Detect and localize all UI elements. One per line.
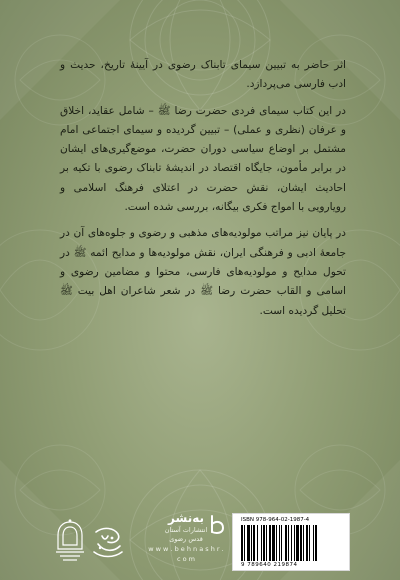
barcode-number: 9 789640 219874 xyxy=(241,562,298,568)
barcode-bar xyxy=(244,525,245,561)
barcode-panel xyxy=(232,513,350,571)
barcode-bar xyxy=(281,525,282,561)
barcode-bar xyxy=(266,525,267,561)
razavi-calligraphy-logo xyxy=(90,522,126,562)
barcode-bar xyxy=(276,525,277,561)
barcode-bar xyxy=(303,525,304,561)
barcode-bar xyxy=(253,525,255,561)
publisher-mark-icon xyxy=(209,512,227,536)
barcode-bar xyxy=(291,525,292,561)
barcode-bar xyxy=(263,525,265,561)
barcode-bar xyxy=(313,525,314,561)
barcode-icon xyxy=(239,525,343,561)
barcode-bar xyxy=(288,525,289,561)
publisher-website: w w w . b e h n a s h r . c o m xyxy=(148,545,224,563)
barcode-bar xyxy=(296,525,299,561)
barcode-bar xyxy=(279,525,280,561)
barcode-bar xyxy=(269,525,271,561)
barcode-bar xyxy=(272,525,275,561)
barcode-bar xyxy=(241,525,243,561)
barcode-bar xyxy=(257,525,258,561)
barcode-bar xyxy=(309,525,310,561)
barcode-bar xyxy=(251,525,252,561)
barcode-bar xyxy=(294,525,295,561)
barcode-bar xyxy=(285,525,287,561)
astan-quds-seal-logo xyxy=(52,519,88,563)
barcode-bar xyxy=(261,525,262,561)
publisher-subtitle-line-2: قدس رضوی xyxy=(169,535,203,543)
publisher-block xyxy=(148,510,224,572)
isbn-text: ISBN 978-964-02-1987-4 xyxy=(241,517,310,523)
barcode-bar xyxy=(306,525,308,561)
publisher-subtitle-line-1: انتشارات آستان xyxy=(164,526,208,534)
synopsis-paragraph-3: در پایان نیز مراتب مولودیه‌های مذهبی و رضوی و جلوه‌های آن در جامعهٔ ادبی و فرهنگی ایران، نقش مولودیه‌ها و مدایح ائمه ﷺ در تحول مدایح و مولودیه‌های فارسی، محتوا و مضامین رضوی و اسامی و القاب حضرت رضا ﷺ در شعر شاعران اهل بیت ﷺ تحلیل گردیده است. xyxy=(60,227,346,317)
synopsis-paragraph-2: در این کتاب سیمای فردی حضرت رضا ﷺ – شامل عقاید، اخلاق و عرفان (نظری و عملی) – تبیین گردیده و سیمای اجتماعی امام مشتمل بر اوضاع سیاسی دوران حضرت، موضع‌گیری‌های ایشان در برابر مأمون، جایگاه اقتصاد در اندیشهٔ تابناک رضوی با تکیه بر احادیث ایشان، نقش حضرت در اعتلای فرهنگ اسلامی و رویارویی با امواج فکری بیگانه، بررسی شده است. xyxy=(60,104,346,214)
barcode-bar xyxy=(300,525,302,561)
publisher-name: به‌نشر xyxy=(168,511,204,525)
synopsis-text xyxy=(60,56,346,328)
barcode-bar xyxy=(247,525,250,561)
synopsis-paragraph-1: اثر حاضر به تبیین سیمای تابناک رضوی در آیینهٔ تاریخ، حدیث و ادب فارسی می‌پردازد. xyxy=(60,59,346,91)
barcode-bar xyxy=(315,525,317,561)
